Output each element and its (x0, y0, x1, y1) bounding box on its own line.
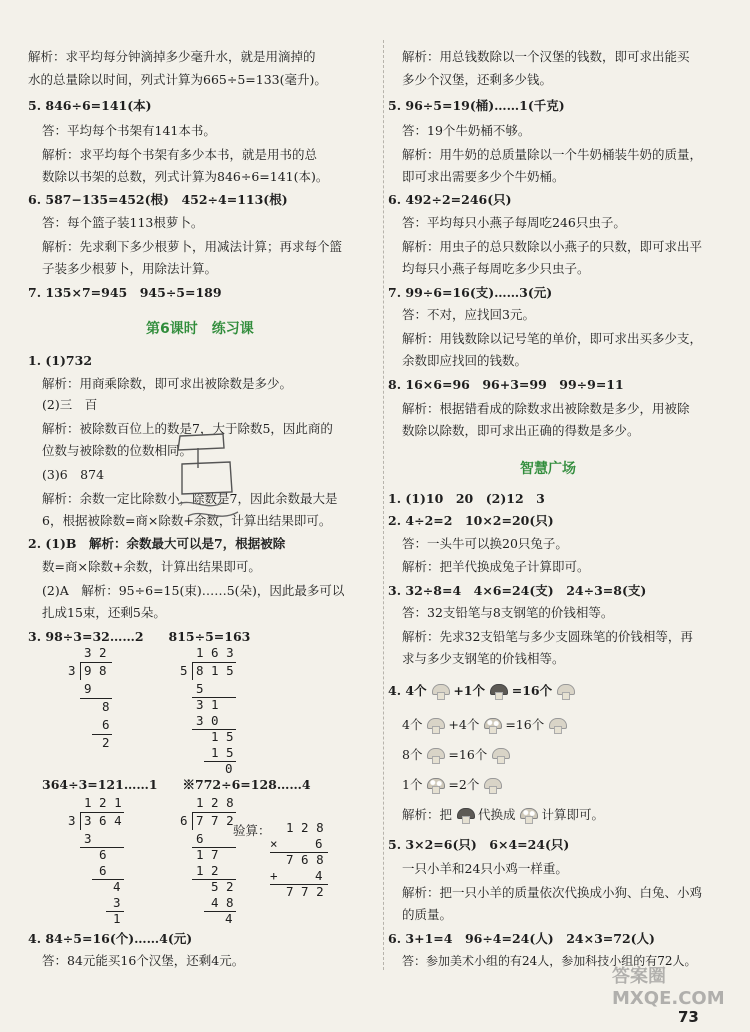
explanation: 的质量。 (402, 907, 453, 922)
w4-text: 8个 (402, 747, 423, 762)
step: 6 (196, 831, 204, 846)
explanation: 即可求出需要多少个牛奶桶。 (402, 169, 565, 184)
w4-text: 解析：把 (402, 807, 453, 822)
answer-text: 答：不对，应找回3元。 (402, 307, 535, 322)
check-label: 验算： (233, 823, 271, 838)
check-value: 7 6 8 (286, 852, 324, 867)
wisdom-4-explanation (402, 806, 604, 824)
step: 3 (84, 831, 92, 846)
step: 5 2 (211, 879, 234, 894)
dark-mushroom-icon (457, 808, 473, 822)
check-value: 7 7 2 (286, 884, 324, 899)
explanation: 解析：先求32支铅笔与多少支圆珠笔的价钱相等，再 (402, 629, 693, 644)
remainder: 4 (225, 911, 233, 926)
practice-1: 1. (1)732 (28, 353, 93, 368)
explanation: 解析：把一只小羊的质量依次代换成小狗、白兔、小鸡 (402, 885, 703, 900)
divisor: 3 (68, 813, 76, 828)
explanation: 均每只小燕子每周吃多少只虫子。 (402, 261, 590, 276)
verification (270, 820, 336, 900)
explanation: 多少个汉堡，还剩多少钱。 (402, 72, 553, 87)
answer-7: 7. 99÷6=16(支)……3(元) (388, 285, 553, 300)
w4-text: =16个 (505, 717, 545, 732)
text-line: 水的总量除以时间，列式计算为665÷5=133(毫升)。 (28, 72, 327, 87)
explanation: 解析：先求剩下多少根萝卜，用减法计算；再求每个篮 (42, 239, 343, 254)
wisdom-5: 5. 3×2=6(只) 6×4=24(只) (388, 837, 570, 852)
explanation: 解析：用钱数除以记号笔的单价，即可求出买多少支， (402, 331, 703, 346)
step: 1 5 (211, 745, 234, 760)
wisdom-2: 2. 4÷2=2 10×2=20(只) (388, 513, 554, 528)
explanation: 扎成15束，还剩5朵。 (42, 605, 166, 620)
answer-5: 5. 846÷6=141(本) (28, 98, 152, 113)
answer-4: 4. 84÷5=16(个)……4(元) (28, 931, 193, 946)
answer-text: 答：参加美术小组的有24人，参加科技小组的有72人。 (402, 954, 697, 968)
w4-text: +4个 (448, 717, 480, 732)
dividend: 7 7 2 (196, 813, 234, 828)
explanation: 数=商×除数+余数，计算出结果即可。 (42, 559, 261, 574)
explanation: 解析：用总钱数除以一个汉堡的钱数，即可求出能买 (402, 49, 690, 64)
explanation: 解析：用虫子的总只数除以小燕子的只数，即可求出平 (402, 239, 703, 254)
explanation: 数除以除数，即可求出正确的得数是多少。 (402, 423, 640, 438)
remainder: 0 (225, 761, 233, 776)
answer-text: 答：32支铅笔与8支钢笔的价钱相等。 (402, 605, 614, 620)
page-number: 73 (678, 1008, 699, 1026)
step: 4 (113, 879, 121, 894)
white-mushroom-icon (557, 684, 573, 698)
dividend: 9 8 (84, 663, 107, 678)
explanation: 余数即应找回的钱数。 (402, 353, 528, 368)
light-mushroom-icon (427, 718, 443, 732)
long-division-772 (178, 795, 248, 925)
wisdom-4-row2 (402, 716, 566, 734)
answer-7: 7. 135×7=945 945÷5=189 (28, 285, 222, 300)
answer-text: 答：每个篮子装113根萝卜。 (42, 215, 204, 230)
answer-text: 答：平均每只小燕子每周吃246只虫子。 (402, 215, 626, 230)
divisor: 3 (68, 663, 76, 678)
answer-6: 6. 587−135=452(根) 452÷4=113(根) (28, 192, 288, 207)
long-division-364 (66, 795, 136, 925)
w4-text: =16个 (448, 747, 488, 762)
plus-sign: + (270, 868, 278, 883)
explanation: 位数与被除数的位数相同。 (42, 443, 193, 458)
wisdom-3: 3. 32÷8=4 4×6=24(支) 24÷3=8(支) (388, 583, 647, 598)
step: 5 (196, 681, 204, 696)
bar (192, 662, 193, 680)
w4-text: 计算即可。 (541, 807, 604, 822)
w4-text: 4. 4个 (388, 683, 427, 698)
quotient: 1 6 3 (196, 645, 234, 660)
explanation: (2)A 解析：95÷6=15(束)……5(朵)，因此最多可以 (42, 583, 345, 598)
w4-text: +1个 (453, 683, 485, 698)
w4-text: 1个 (402, 777, 423, 792)
wisdom-4-row3 (402, 746, 509, 764)
bar (80, 812, 81, 830)
answer-text: 答：平均每个书架有141本书。 (42, 123, 216, 138)
dark-mushroom-icon (490, 684, 506, 698)
w4-text: 4个 (402, 717, 423, 732)
step: 3 (113, 895, 121, 910)
answer-8: 8. 16×6=96 96+3=99 99÷9=11 (388, 377, 624, 392)
w4-text: 代换成 (477, 807, 516, 822)
text-line: 解析：求平均每分钟滴掉多少毫升水，就是用滴掉的 (28, 49, 316, 64)
step: 3 0 (196, 713, 219, 728)
quotient: 1 2 1 (84, 795, 122, 810)
step: 3 1 (196, 697, 219, 712)
explanation: 子装多少根萝卜，用除法计算。 (42, 261, 218, 276)
section-heading: 智慧广场 (520, 461, 576, 477)
watermark-text: 答案圈 MXQE.COM (612, 966, 725, 1009)
step: 6 (99, 863, 107, 878)
sub-answer: (3)6 874 (42, 467, 105, 482)
spotted-mushroom-icon (520, 808, 536, 822)
explanation: 6，根据被除数=商×除数+余数，计算出结果即可。 (42, 513, 332, 528)
check-value: 4 (315, 868, 323, 883)
long-division-815 (178, 645, 248, 775)
w4-text: =2个 (448, 777, 480, 792)
bar (80, 662, 81, 680)
remainder: 1 (113, 911, 121, 926)
check-value: 1 2 8 (286, 820, 324, 835)
watermark (612, 962, 750, 1009)
explanation: 解析：把羊代换成兔子计算即可。 (402, 559, 590, 574)
step: 1 7 (196, 847, 219, 862)
dividend: 3 6 4 (84, 813, 122, 828)
explanation: 解析：余数一定比除数小，除数是7，因此余数最大是 (42, 491, 338, 506)
explanation: 解析：用牛奶的总质量除以一个牛奶桶装牛奶的质量， (402, 147, 703, 162)
answer-2: 2. (1)B 解析：余数最大可以是7，根据被除 (28, 536, 286, 551)
answer-text: 答：19个牛奶桶不够。 (402, 123, 531, 138)
answer-6: 6. 492÷2=246(只) (388, 192, 512, 207)
step: 6 (102, 717, 110, 732)
answer-text: 答：一头牛可以换20只兔子。 (402, 536, 568, 551)
explanation: 解析：被除数百位上的数是7，大于除数5，因此商的 (42, 421, 333, 436)
explanation: 数除以书架的总数，列式计算为846÷6=141(本)。 (42, 169, 329, 184)
explanation: 解析：求平均每个书架有多少本书，就是用书的总 (42, 147, 318, 162)
spotted-mushroom-icon (427, 778, 443, 792)
wisdom-6: 6. 3+1=4 96÷4=24(人) 24×3=72(人) (388, 931, 655, 946)
explanation: 求与多少支钢笔的价钱相等。 (402, 651, 565, 666)
wisdom-1: 1. (1)10 20 (2)12 3 (388, 491, 545, 506)
long-division-98 (66, 645, 116, 750)
white-mushroom-icon (549, 718, 565, 732)
check-value: 6 (315, 836, 323, 851)
white-mushroom-icon (492, 748, 508, 762)
pencil-scribble (168, 428, 258, 528)
divisor: 5 (180, 663, 188, 678)
explanation: 解析：用商乘除数，即可求出被除数是多少。 (42, 376, 293, 391)
sub-answer: (2)三 百 (42, 397, 98, 412)
step: 1 5 (211, 729, 234, 744)
quotient: 1 2 8 (196, 795, 234, 810)
divisor: 6 (180, 813, 188, 828)
wisdom-4-row1 (388, 682, 574, 700)
step: 8 (102, 699, 110, 714)
dividend: 8 1 5 (196, 663, 234, 678)
step: 9 (84, 681, 92, 696)
lesson-heading: 第6课时 练习课 (146, 321, 254, 337)
light-mushroom-icon (432, 684, 448, 698)
times-sign: × (270, 836, 278, 851)
answer-3: 3. 98÷3=32……2 815÷5=163 (28, 629, 251, 644)
step: 4 8 (211, 895, 234, 910)
answer-text: 答：84元能买16个汉堡，还剩4元。 (42, 953, 245, 968)
column-divider (383, 40, 385, 970)
w4-text: =16个 (511, 683, 553, 698)
bar (192, 812, 193, 830)
step: 6 (99, 847, 107, 862)
wisdom-4-row4 (402, 776, 501, 794)
white-mushroom-icon (484, 778, 500, 792)
answer-5: 5. 96÷5=19(桶)……1(千克) (388, 98, 565, 113)
quotient: 3 2 (84, 645, 107, 660)
step: 1 2 (196, 863, 219, 878)
light-mushroom-icon (427, 748, 443, 762)
explanation: 解析：根据错看成的除数求出被除数是多少，用被除 (402, 401, 690, 416)
answer-3b: 364÷3=121……1 ※772÷6=128……4 (42, 777, 311, 792)
answer-text: 一只小羊和24只小鸡一样重。 (402, 861, 568, 876)
remainder: 2 (102, 735, 110, 750)
spotted-mushroom-icon (484, 718, 500, 732)
